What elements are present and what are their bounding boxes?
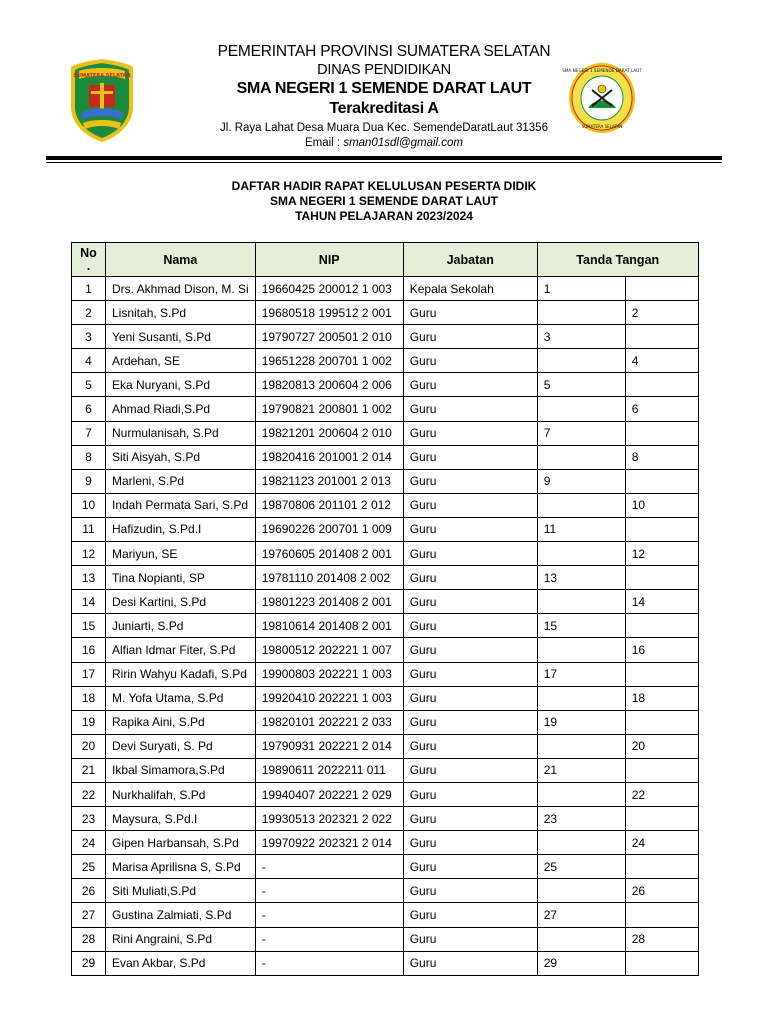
table-row bbox=[72, 903, 699, 927]
row-jabatan: Guru bbox=[403, 373, 537, 397]
row-jabatan: Guru bbox=[403, 614, 537, 638]
row-jabatan: Guru bbox=[403, 493, 537, 517]
row-no: 10 bbox=[72, 493, 106, 517]
row-no: 28 bbox=[72, 927, 106, 951]
table-row bbox=[72, 734, 699, 758]
row-nip: 19790931 202221 2 014 bbox=[255, 734, 403, 758]
row-nama: Siti Aisyah, S.Pd bbox=[106, 445, 256, 469]
signature-cell-left[interactable] bbox=[537, 927, 625, 951]
row-no: 11 bbox=[72, 517, 106, 541]
row-nama: Ikbal Simamora,S.Pd bbox=[106, 758, 256, 782]
table-row bbox=[72, 590, 699, 614]
signature-cell-right[interactable]: 28 bbox=[625, 927, 698, 951]
signature-cell-left[interactable]: 3 bbox=[537, 325, 625, 349]
table-row bbox=[72, 614, 699, 638]
row-jabatan: Guru bbox=[403, 710, 537, 734]
row-nip: 19781110 201408 2 002 bbox=[255, 566, 403, 590]
signature-cell-left[interactable] bbox=[537, 782, 625, 806]
table-row bbox=[72, 782, 699, 806]
table-body bbox=[72, 277, 699, 976]
row-no: 3 bbox=[72, 325, 106, 349]
row-nama: Ardehan, SE bbox=[106, 349, 256, 373]
signature-cell-right[interactable]: 10 bbox=[625, 493, 698, 517]
row-nama: Devi Suryati, S. Pd bbox=[106, 734, 256, 758]
row-no: 29 bbox=[72, 951, 106, 975]
letterhead-text bbox=[150, 42, 618, 150]
row-no: 25 bbox=[72, 855, 106, 879]
signature-cell-left[interactable]: 27 bbox=[537, 903, 625, 927]
title-line-1: DAFTAR HADIR RAPAT KELULUSAN PESERTA DIDIK bbox=[231, 179, 537, 193]
row-jabatan: Guru bbox=[403, 782, 537, 806]
attendance-table bbox=[71, 242, 699, 976]
row-nama: Ahmad Riadi,S.Pd bbox=[106, 397, 256, 421]
row-jabatan: Guru bbox=[403, 927, 537, 951]
signature-cell-right[interactable]: 12 bbox=[625, 542, 698, 566]
row-nama: Marisa Aprilisna S, S.Pd bbox=[106, 855, 256, 879]
signature-cell-right[interactable] bbox=[625, 566, 698, 590]
row-jabatan: Guru bbox=[403, 590, 537, 614]
row-jabatan: Guru bbox=[403, 855, 537, 879]
signature-cell-left[interactable]: 7 bbox=[537, 421, 625, 445]
row-jabatan: Guru bbox=[403, 951, 537, 975]
signature-cell-left[interactable] bbox=[537, 879, 625, 903]
header-no bbox=[72, 243, 106, 277]
signature-cell-left[interactable] bbox=[537, 734, 625, 758]
row-no: 1 bbox=[72, 277, 106, 301]
row-nip: - bbox=[255, 927, 403, 951]
row-nip: 19820813 200604 2 006 bbox=[255, 373, 403, 397]
signature-cell-left[interactable] bbox=[537, 831, 625, 855]
row-nip: 19800512 202221 1 007 bbox=[255, 638, 403, 662]
signature-cell-right[interactable] bbox=[625, 614, 698, 638]
signature-cell-left[interactable] bbox=[537, 686, 625, 710]
row-nama: Tina Nopianti, SP bbox=[106, 566, 256, 590]
signature-cell-right[interactable] bbox=[625, 469, 698, 493]
row-nip: 19900803 202221 1 003 bbox=[255, 662, 403, 686]
row-nip: 19940407 202221 2 029 bbox=[255, 782, 403, 806]
row-no: 6 bbox=[72, 397, 106, 421]
signature-cell-right[interactable]: 6 bbox=[625, 397, 698, 421]
row-nip: 19660425 200012 1 003 bbox=[255, 277, 403, 301]
signature-cell-left[interactable] bbox=[537, 445, 625, 469]
row-jabatan: Guru bbox=[403, 517, 537, 541]
table-row bbox=[72, 927, 699, 951]
letterhead-rule-thick bbox=[46, 156, 722, 160]
signature-cell-left[interactable]: 17 bbox=[537, 662, 625, 686]
row-jabatan: Guru bbox=[403, 301, 537, 325]
title-line-3: TAHUN PELAJARAN 2023/2024 bbox=[295, 209, 473, 223]
school-address: Jl. Raya Lahat Desa Muara Dua Kec. SemendeDaratLaut 31356 bbox=[220, 122, 548, 134]
row-nip: 19821201 200604 2 010 bbox=[255, 421, 403, 445]
row-no: 24 bbox=[72, 831, 106, 855]
row-jabatan: Kepala Sekolah bbox=[403, 277, 537, 301]
header-tanda-tangan: Tanda Tangan bbox=[537, 243, 698, 277]
row-nama: Gustina Zalmiati, S.Pd bbox=[106, 903, 256, 927]
table-header-row bbox=[72, 243, 699, 277]
row-no: 20 bbox=[72, 734, 106, 758]
signature-cell-right[interactable] bbox=[625, 373, 698, 397]
signature-cell-left[interactable] bbox=[537, 349, 625, 373]
header-jabatan: Jabatan bbox=[403, 243, 537, 277]
svg-text:SUMATERA SELATAN: SUMATERA SELATAN bbox=[73, 73, 131, 79]
row-nip: 19821123 201001 2 013 bbox=[255, 469, 403, 493]
signature-cell-left[interactable] bbox=[537, 590, 625, 614]
signature-cell-left[interactable]: 29 bbox=[537, 951, 625, 975]
signature-cell-right[interactable] bbox=[625, 662, 698, 686]
row-no: 14 bbox=[72, 590, 106, 614]
school-email-line bbox=[150, 136, 618, 150]
row-nama: Nurmulanisah, S.Pd bbox=[106, 421, 256, 445]
signature-cell-right[interactable] bbox=[625, 951, 698, 975]
signature-cell-left[interactable]: 15 bbox=[537, 614, 625, 638]
row-no: 5 bbox=[72, 373, 106, 397]
signature-cell-right[interactable] bbox=[625, 710, 698, 734]
row-nip: 19801223 201408 2 001 bbox=[255, 590, 403, 614]
header-nip: NIP bbox=[255, 243, 403, 277]
table-row bbox=[72, 325, 699, 349]
row-nama: Evan Akbar, S.Pd bbox=[106, 951, 256, 975]
signature-cell-left[interactable] bbox=[537, 542, 625, 566]
row-nip: 19690226 200701 1 009 bbox=[255, 517, 403, 541]
signature-cell-right[interactable] bbox=[625, 855, 698, 879]
row-nip: 19760605 201408 2 001 bbox=[255, 542, 403, 566]
letterhead bbox=[0, 0, 768, 168]
row-no: 4 bbox=[72, 349, 106, 373]
row-nip: - bbox=[255, 951, 403, 975]
row-nip: 19820416 201001 2 014 bbox=[255, 445, 403, 469]
signature-cell-left[interactable]: 21 bbox=[537, 758, 625, 782]
row-nip: 19970922 202321 2 014 bbox=[255, 831, 403, 855]
letterhead-rule-thin bbox=[46, 162, 722, 163]
signature-cell-left[interactable]: 1 bbox=[537, 277, 625, 301]
table-row bbox=[72, 831, 699, 855]
signature-cell-right[interactable] bbox=[625, 903, 698, 927]
table-row bbox=[72, 542, 699, 566]
table-row bbox=[72, 349, 699, 373]
table-row bbox=[72, 469, 699, 493]
signature-cell-right[interactable]: 20 bbox=[625, 734, 698, 758]
row-jabatan: Guru bbox=[403, 469, 537, 493]
svg-text:SUMATERA SELATAN: SUMATERA SELATAN bbox=[581, 124, 623, 129]
signature-cell-left[interactable]: 23 bbox=[537, 807, 625, 831]
signature-cell-right[interactable] bbox=[625, 517, 698, 541]
signature-cell-right[interactable]: 22 bbox=[625, 782, 698, 806]
table-row bbox=[72, 493, 699, 517]
row-nama: Marleni, S.Pd bbox=[106, 469, 256, 493]
signature-cell-left[interactable]: 11 bbox=[537, 517, 625, 541]
row-nama: Siti Muliati,S.Pd bbox=[106, 879, 256, 903]
row-no: 26 bbox=[72, 879, 106, 903]
row-nama: Mariyun, SE bbox=[106, 542, 256, 566]
row-jabatan: Guru bbox=[403, 662, 537, 686]
row-jabatan: Guru bbox=[403, 903, 537, 927]
row-jabatan: Guru bbox=[403, 325, 537, 349]
row-nama: Drs. Akhmad Dison, M. Si bbox=[106, 277, 256, 301]
row-nip: 19820101 202221 2 033 bbox=[255, 710, 403, 734]
table-row bbox=[72, 277, 699, 301]
signature-cell-left[interactable]: 5 bbox=[537, 373, 625, 397]
signature-cell-left[interactable]: 9 bbox=[537, 469, 625, 493]
row-no: 22 bbox=[72, 782, 106, 806]
table-row bbox=[72, 710, 699, 734]
department-name: DINAS PENDIDIKAN bbox=[317, 62, 451, 78]
table-row bbox=[72, 638, 699, 662]
table-row bbox=[72, 807, 699, 831]
row-nama: Indah Permata Sari, S.Pd bbox=[106, 493, 256, 517]
table-row bbox=[72, 662, 699, 686]
row-no: 12 bbox=[72, 542, 106, 566]
row-nama: Eka Nuryani, S.Pd bbox=[106, 373, 256, 397]
row-jabatan: Guru bbox=[403, 397, 537, 421]
row-nama: Maysura, S.Pd.I bbox=[106, 807, 256, 831]
row-jabatan: Guru bbox=[403, 638, 537, 662]
row-nip: 19790821 200801 1 002 bbox=[255, 397, 403, 421]
signature-cell-right[interactable]: 24 bbox=[625, 831, 698, 855]
row-no: 17 bbox=[72, 662, 106, 686]
row-no: 16 bbox=[72, 638, 106, 662]
table-row bbox=[72, 397, 699, 421]
signature-cell-right[interactable]: 18 bbox=[625, 686, 698, 710]
row-jabatan: Guru bbox=[403, 566, 537, 590]
signature-cell-right[interactable] bbox=[625, 807, 698, 831]
row-nip: 19790727 200501 2 010 bbox=[255, 325, 403, 349]
signature-cell-left[interactable] bbox=[537, 301, 625, 325]
signature-cell-right[interactable] bbox=[625, 325, 698, 349]
row-jabatan: Guru bbox=[403, 686, 537, 710]
row-no: 13 bbox=[72, 566, 106, 590]
table-row bbox=[72, 517, 699, 541]
row-nip: 19870806 201101 2 012 bbox=[255, 493, 403, 517]
school-email: sman01sdl@gmail.com bbox=[343, 137, 464, 149]
row-jabatan: Guru bbox=[403, 758, 537, 782]
table-row bbox=[72, 373, 699, 397]
signature-cell-right[interactable]: 16 bbox=[625, 638, 698, 662]
table-row bbox=[72, 951, 699, 975]
signature-cell-left[interactable]: 13 bbox=[537, 566, 625, 590]
row-jabatan: Guru bbox=[403, 421, 537, 445]
row-no: 23 bbox=[72, 807, 106, 831]
row-nama: Hafizudin, S.Pd.I bbox=[106, 517, 256, 541]
signature-cell-right[interactable] bbox=[625, 758, 698, 782]
signature-cell-right[interactable]: 26 bbox=[625, 879, 698, 903]
signature-cell-left[interactable]: 19 bbox=[537, 710, 625, 734]
row-nip: 19651228 200701 1 002 bbox=[255, 349, 403, 373]
row-nama: Yeni Susanti, S.Pd bbox=[106, 325, 256, 349]
row-nip: 19890611 2022211 011 bbox=[255, 758, 403, 782]
signature-cell-right[interactable] bbox=[625, 421, 698, 445]
table-row bbox=[72, 686, 699, 710]
school-name: SMA NEGERI 1 SEMENDE DARAT LAUT bbox=[236, 80, 532, 97]
row-no: 19 bbox=[72, 710, 106, 734]
row-nama: Alfian Idmar Fiter, S.Pd bbox=[106, 638, 256, 662]
row-nama: Gipen Harbansah, S.Pd bbox=[106, 831, 256, 855]
row-jabatan: Guru bbox=[403, 349, 537, 373]
table-row bbox=[72, 445, 699, 469]
accreditation: Terakreditasi A bbox=[329, 100, 439, 117]
table-row bbox=[72, 566, 699, 590]
row-no: 27 bbox=[72, 903, 106, 927]
row-nama: Rapika Aini, S.Pd bbox=[106, 710, 256, 734]
signature-cell-left[interactable]: 25 bbox=[537, 855, 625, 879]
signature-cell-left[interactable] bbox=[537, 397, 625, 421]
row-no: 8 bbox=[72, 445, 106, 469]
row-jabatan: Guru bbox=[403, 879, 537, 903]
signature-cell-right[interactable]: 14 bbox=[625, 590, 698, 614]
row-nama: Ririn Wahyu Kadafi, S.Pd bbox=[106, 662, 256, 686]
row-nip: - bbox=[255, 903, 403, 927]
header-no-label: No . bbox=[80, 245, 97, 273]
row-nama: M. Yofa Utama, S.Pd bbox=[106, 686, 256, 710]
row-jabatan: Guru bbox=[403, 807, 537, 831]
row-jabatan: Guru bbox=[403, 445, 537, 469]
row-nip: 19810614 201408 2 001 bbox=[255, 614, 403, 638]
signature-cell-left[interactable] bbox=[537, 493, 625, 517]
signature-cell-right[interactable]: 2 bbox=[625, 301, 698, 325]
row-nip: - bbox=[255, 855, 403, 879]
row-nama: Nurkhalifah, S.Pd bbox=[106, 782, 256, 806]
provincial-emblem-icon bbox=[69, 57, 135, 143]
row-no: 9 bbox=[72, 469, 106, 493]
header-nama: Nama bbox=[106, 243, 256, 277]
row-nip: 19930513 202321 2 022 bbox=[255, 807, 403, 831]
row-jabatan: Guru bbox=[403, 831, 537, 855]
signature-cell-right[interactable]: 4 bbox=[625, 349, 698, 373]
row-no: 2 bbox=[72, 301, 106, 325]
email-label: Email : bbox=[304, 137, 344, 149]
row-no: 21 bbox=[72, 758, 106, 782]
government-name: PEMERINTAH PROVINSI SUMATERA SELATAN bbox=[217, 43, 551, 60]
row-no: 18 bbox=[72, 686, 106, 710]
table-row bbox=[72, 758, 699, 782]
row-nama: Juniarti, S.Pd bbox=[106, 614, 256, 638]
signature-cell-right[interactable] bbox=[625, 277, 698, 301]
row-nama: Lisnitah, S.Pd bbox=[106, 301, 256, 325]
row-nip: 19920410 202221 1 003 bbox=[255, 686, 403, 710]
signature-cell-right[interactable]: 8 bbox=[625, 445, 698, 469]
row-no: 7 bbox=[72, 421, 106, 445]
row-nip: 19680518 199512 2 001 bbox=[255, 301, 403, 325]
row-nip: - bbox=[255, 879, 403, 903]
row-nama: Rini Angraini, S.Pd bbox=[106, 927, 256, 951]
row-jabatan: Guru bbox=[403, 542, 537, 566]
document-title bbox=[150, 179, 618, 224]
table-row bbox=[72, 301, 699, 325]
signature-cell-left[interactable] bbox=[537, 638, 625, 662]
row-jabatan: Guru bbox=[403, 734, 537, 758]
title-line-2: SMA NEGERI 1 SEMENDE DARAT LAUT bbox=[269, 194, 498, 208]
svg-text:SMA NEGERI 1 SEMENDE DARAT LAU: SMA NEGERI 1 SEMENDE DARAT LAUT bbox=[562, 68, 642, 73]
row-nama: Desi Kartini, S.Pd bbox=[106, 590, 256, 614]
table-row bbox=[72, 855, 699, 879]
row-no: 15 bbox=[72, 614, 106, 638]
table-row bbox=[72, 421, 699, 445]
table-row bbox=[72, 879, 699, 903]
